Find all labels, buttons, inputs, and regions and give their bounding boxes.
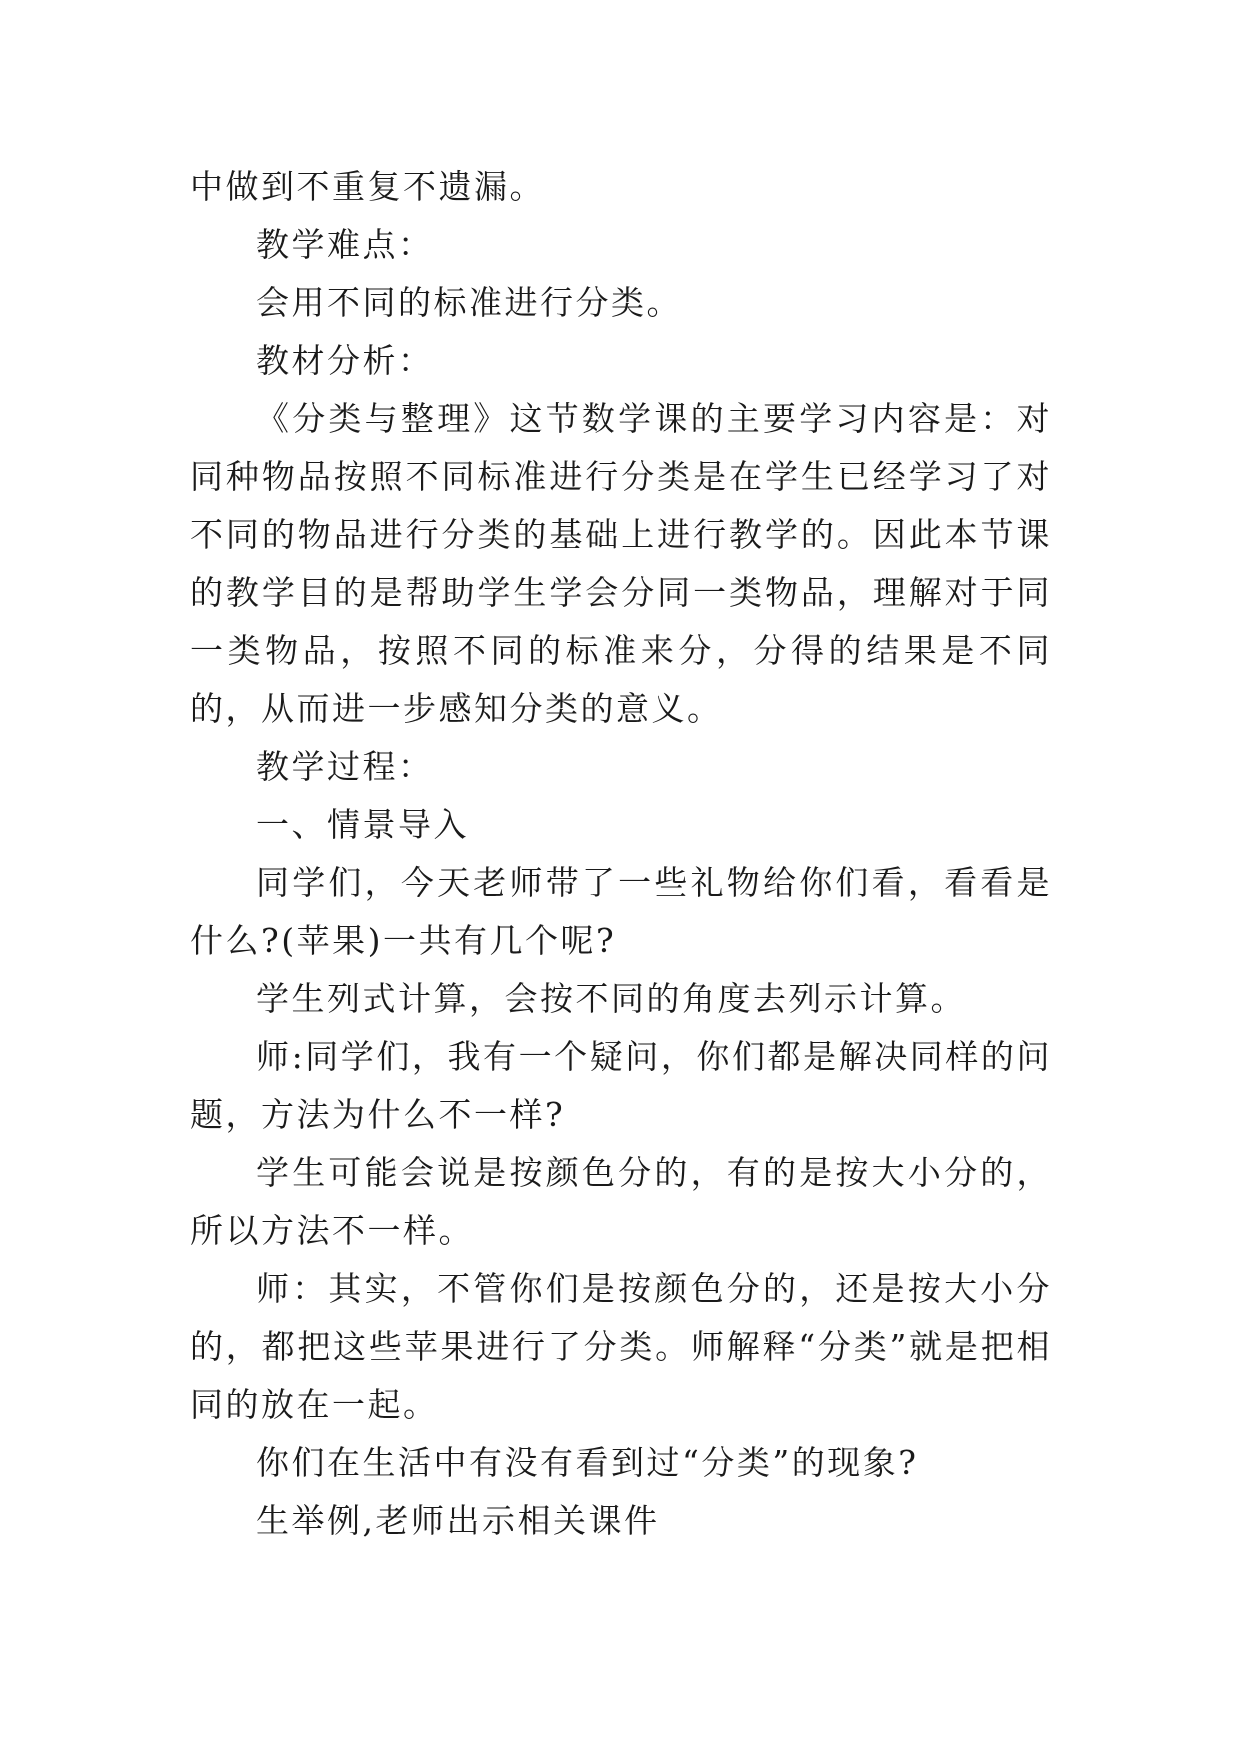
heading-scene-intro: 一、情景导入 <box>256 805 469 844</box>
paragraph-intro: 同学们，今天老师带了一些礼物给你们看，看看是什么?(苹果)一共有几个呢? <box>190 863 1052 960</box>
paragraph-continuation: 中做到不重复不遗漏。 <box>190 167 545 206</box>
paragraph-teacher-question: 师:同学们，我有一个疑问，你们都是解决同样的问题，方法为什么不一样? <box>190 1037 1052 1134</box>
heading-textbook-analysis: 教材分析： <box>256 341 434 380</box>
paragraph-teacher-explain: 师：其实，不管你们是按颜色分的，还是按大小分的，都把这些苹果进行了分类。师解释“分类”就是把相同的放在一起。 <box>190 1269 1052 1424</box>
heading-teaching-difficulty: 教学难点： <box>256 225 434 264</box>
paragraph-student-answer: 学生可能会说是按颜色分的，有的是按大小分的，所以方法不一样。 <box>190 1153 1052 1250</box>
paragraph-student-calc: 学生列式计算，会按不同的角度去列示计算。 <box>256 979 966 1018</box>
heading-teaching-process: 教学过程： <box>256 747 434 786</box>
paragraph-difficulty: 会用不同的标准进行分类。 <box>256 283 682 322</box>
paragraph-examples: 生举例,老师出示相关课件 <box>256 1501 660 1540</box>
paragraph-analysis: 《分类与整理》这节数学课的主要学习内容是：对同种物品按照不同标准进行分类是在学生已经学习了对不同的物品进行分类的基础上进行教学的。因此本节课的教学目的是帮助学生学会分同一类物品，理解对于同一类物品，按照不同的标准来分，分得的结果是不同的，从而进一步感知分类的意义。 <box>190 399 1052 728</box>
paragraph-life-question: 你们在生活中有没有看到过“分类”的现象? <box>256 1443 919 1482</box>
document-body <box>190 158 1052 1550</box>
